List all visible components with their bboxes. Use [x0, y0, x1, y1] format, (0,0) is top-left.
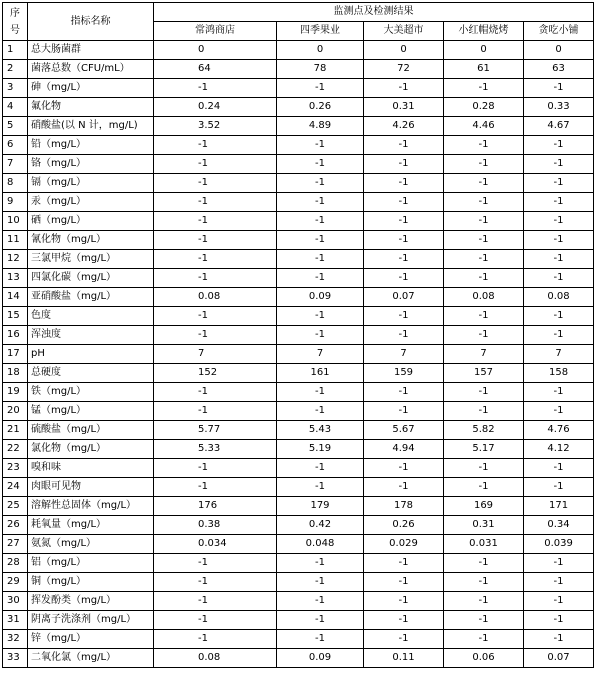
result-cell: 152 [154, 364, 277, 383]
result-cell: -1 [277, 573, 364, 592]
result-cell: 158 [524, 364, 594, 383]
result-cell: -1 [444, 155, 524, 174]
result-cell: 178 [364, 497, 444, 516]
result-cell: -1 [277, 79, 364, 98]
result-cell: -1 [364, 592, 444, 611]
row-number: 26 [3, 516, 28, 535]
header-site: 贪吃小铺 [524, 22, 594, 41]
header-site: 大美超市 [364, 22, 444, 41]
result-cell: -1 [364, 269, 444, 288]
results-table-container [2, 2, 594, 668]
result-cell: -1 [154, 554, 277, 573]
water-quality-results-table [2, 2, 594, 668]
result-cell: 5.33 [154, 440, 277, 459]
result-cell: 5.19 [277, 440, 364, 459]
result-cell: -1 [444, 231, 524, 250]
result-cell: -1 [277, 383, 364, 402]
row-number: 7 [3, 155, 28, 174]
result-cell: -1 [277, 402, 364, 421]
row-number: 25 [3, 497, 28, 516]
row-number: 17 [3, 345, 28, 364]
result-cell: 157 [444, 364, 524, 383]
result-cell: 63 [524, 60, 594, 79]
table-row [3, 478, 594, 497]
table-row [3, 193, 594, 212]
result-cell: 176 [154, 497, 277, 516]
result-cell: 0.07 [364, 288, 444, 307]
table-row [3, 345, 594, 364]
result-cell: -1 [444, 174, 524, 193]
result-cell: 0.08 [524, 288, 594, 307]
indicator-name: 氯化物（mg/L） [28, 440, 154, 459]
result-cell: -1 [524, 212, 594, 231]
indicator-name: 三氯甲烷（mg/L） [28, 250, 154, 269]
result-cell: 0.26 [277, 98, 364, 117]
result-cell: -1 [277, 478, 364, 497]
table-row [3, 307, 594, 326]
result-cell: 0 [154, 41, 277, 60]
result-cell: -1 [364, 630, 444, 649]
row-number: 9 [3, 193, 28, 212]
result-cell: -1 [364, 250, 444, 269]
result-cell: 7 [444, 345, 524, 364]
result-cell: 7 [364, 345, 444, 364]
result-cell: -1 [364, 611, 444, 630]
header-seq-top: 序 [10, 7, 20, 19]
result-cell: 4.94 [364, 440, 444, 459]
result-cell: 0.08 [154, 288, 277, 307]
table-row [3, 212, 594, 231]
indicator-name: 浑浊度 [28, 326, 154, 345]
result-cell: 0.09 [277, 649, 364, 668]
table-body [3, 41, 594, 668]
result-cell: -1 [277, 136, 364, 155]
result-cell: -1 [444, 383, 524, 402]
indicator-name: 耗氧量（mg/L） [28, 516, 154, 535]
result-cell: -1 [524, 611, 594, 630]
result-cell: 5.67 [364, 421, 444, 440]
indicator-name: 锰（mg/L） [28, 402, 154, 421]
result-cell: -1 [524, 573, 594, 592]
table-row [3, 326, 594, 345]
result-cell: 72 [364, 60, 444, 79]
table-row [3, 649, 594, 668]
row-number: 20 [3, 402, 28, 421]
row-number: 1 [3, 41, 28, 60]
result-cell: -1 [524, 554, 594, 573]
result-cell: -1 [154, 459, 277, 478]
result-cell: -1 [364, 326, 444, 345]
result-cell: -1 [154, 212, 277, 231]
row-number: 30 [3, 592, 28, 611]
result-cell: -1 [364, 554, 444, 573]
result-cell: -1 [364, 383, 444, 402]
result-cell: -1 [364, 193, 444, 212]
result-cell: 0 [444, 41, 524, 60]
result-cell: -1 [444, 136, 524, 155]
indicator-name: 铅（mg/L） [28, 136, 154, 155]
indicator-name: 锌（mg/L） [28, 630, 154, 649]
result-cell: -1 [154, 611, 277, 630]
result-cell: -1 [277, 193, 364, 212]
result-cell: -1 [277, 212, 364, 231]
indicator-name: 阴离子洗涤剂（mg/L） [28, 611, 154, 630]
table-row [3, 231, 594, 250]
result-cell: 0.06 [444, 649, 524, 668]
header-group: 监测点及检测结果 [154, 3, 594, 22]
table-row [3, 60, 594, 79]
result-cell: 7 [524, 345, 594, 364]
result-cell: -1 [524, 155, 594, 174]
header-seq-bottom: 号 [10, 24, 20, 36]
result-cell: -1 [444, 326, 524, 345]
row-number: 8 [3, 174, 28, 193]
indicator-name: 菌落总数（CFU/mL） [28, 60, 154, 79]
result-cell: -1 [154, 307, 277, 326]
indicator-name: 总硬度 [28, 364, 154, 383]
result-cell: 0.034 [154, 535, 277, 554]
result-cell: -1 [154, 79, 277, 98]
result-cell: -1 [524, 193, 594, 212]
result-cell: -1 [444, 611, 524, 630]
row-number: 19 [3, 383, 28, 402]
table-row [3, 554, 594, 573]
table-row [3, 573, 594, 592]
result-cell: 0.26 [364, 516, 444, 535]
result-cell: 4.46 [444, 117, 524, 136]
row-number: 5 [3, 117, 28, 136]
result-cell: 0.42 [277, 516, 364, 535]
table-row [3, 516, 594, 535]
result-cell: -1 [444, 459, 524, 478]
indicator-name: 溶解性总固体（mg/L） [28, 497, 154, 516]
table-row [3, 79, 594, 98]
result-cell: -1 [277, 554, 364, 573]
result-cell: -1 [524, 307, 594, 326]
table-row [3, 136, 594, 155]
result-cell: -1 [364, 155, 444, 174]
row-number: 12 [3, 250, 28, 269]
result-cell: 4.76 [524, 421, 594, 440]
indicator-name: 肉眼可见物 [28, 478, 154, 497]
result-cell: -1 [364, 459, 444, 478]
result-cell: -1 [524, 402, 594, 421]
row-number: 22 [3, 440, 28, 459]
result-cell: -1 [154, 383, 277, 402]
result-cell: 5.82 [444, 421, 524, 440]
result-cell: 0.31 [364, 98, 444, 117]
result-cell: 0 [277, 41, 364, 60]
result-cell: 161 [277, 364, 364, 383]
table-row [3, 535, 594, 554]
indicator-name: 铬（mg/L） [28, 155, 154, 174]
result-cell: 0 [364, 41, 444, 60]
table-row [3, 383, 594, 402]
indicator-name: 氟化物 [28, 98, 154, 117]
row-number: 32 [3, 630, 28, 649]
result-cell: 0.34 [524, 516, 594, 535]
result-cell: -1 [364, 307, 444, 326]
row-number: 23 [3, 459, 28, 478]
row-number: 24 [3, 478, 28, 497]
result-cell: -1 [444, 269, 524, 288]
result-cell: -1 [154, 136, 277, 155]
result-cell: -1 [524, 592, 594, 611]
result-cell: -1 [154, 478, 277, 497]
indicator-name: 硝酸盐(以 N 计，mg/L) [28, 117, 154, 136]
result-cell: -1 [154, 250, 277, 269]
row-number: 33 [3, 649, 28, 668]
row-number: 21 [3, 421, 28, 440]
result-cell: -1 [444, 250, 524, 269]
result-cell: -1 [277, 611, 364, 630]
table-header [3, 3, 594, 41]
row-number: 27 [3, 535, 28, 554]
result-cell: 4.89 [277, 117, 364, 136]
table-row [3, 288, 594, 307]
result-cell: 169 [444, 497, 524, 516]
result-cell: 0.31 [444, 516, 524, 535]
result-cell: 0.38 [154, 516, 277, 535]
result-cell: -1 [154, 630, 277, 649]
result-cell: -1 [444, 193, 524, 212]
indicator-name: 二氧化氯（mg/L） [28, 649, 154, 668]
result-cell: 0.09 [277, 288, 364, 307]
result-cell: 0.28 [444, 98, 524, 117]
row-number: 11 [3, 231, 28, 250]
result-cell: 0.33 [524, 98, 594, 117]
indicator-name: 总大肠菌群 [28, 41, 154, 60]
table-row [3, 592, 594, 611]
table-row [3, 497, 594, 516]
result-cell: 171 [524, 497, 594, 516]
result-cell: 0.029 [364, 535, 444, 554]
result-cell: -1 [524, 459, 594, 478]
result-cell: -1 [524, 478, 594, 497]
table-row [3, 611, 594, 630]
result-cell: -1 [364, 478, 444, 497]
indicator-name: 铁（mg/L） [28, 383, 154, 402]
row-number: 3 [3, 79, 28, 98]
result-cell: 78 [277, 60, 364, 79]
indicator-name: 氨氮（mg/L） [28, 535, 154, 554]
result-cell: 61 [444, 60, 524, 79]
result-cell: 0.08 [444, 288, 524, 307]
row-number: 14 [3, 288, 28, 307]
result-cell: -1 [154, 231, 277, 250]
result-cell: -1 [154, 269, 277, 288]
result-cell: 0.048 [277, 535, 364, 554]
indicator-name: 镉（mg/L） [28, 174, 154, 193]
result-cell: -1 [444, 478, 524, 497]
result-cell: 4.67 [524, 117, 594, 136]
result-cell: -1 [444, 554, 524, 573]
result-cell: 5.77 [154, 421, 277, 440]
row-number: 6 [3, 136, 28, 155]
result-cell: -1 [364, 402, 444, 421]
row-number: 13 [3, 269, 28, 288]
indicator-name: 硒（mg/L） [28, 212, 154, 231]
indicator-name: 亚硝酸盐（mg/L） [28, 288, 154, 307]
result-cell: -1 [524, 79, 594, 98]
row-number: 4 [3, 98, 28, 117]
result-cell: 4.26 [364, 117, 444, 136]
row-number: 15 [3, 307, 28, 326]
table-row [3, 117, 594, 136]
header-site: 四季果业 [277, 22, 364, 41]
result-cell: 0.039 [524, 535, 594, 554]
table-row [3, 402, 594, 421]
indicator-name: pH [28, 345, 154, 364]
indicator-name: 砷（mg/L） [28, 79, 154, 98]
result-cell: -1 [444, 630, 524, 649]
indicator-name: 铜（mg/L） [28, 573, 154, 592]
table-row [3, 98, 594, 117]
indicator-name: 色度 [28, 307, 154, 326]
result-cell: 0.24 [154, 98, 277, 117]
row-number: 16 [3, 326, 28, 345]
row-number: 2 [3, 60, 28, 79]
result-cell: -1 [524, 231, 594, 250]
indicator-name: 氰化物（mg/L） [28, 231, 154, 250]
indicator-name: 嗅和味 [28, 459, 154, 478]
result-cell: 179 [277, 497, 364, 516]
header-indicator: 指标名称 [28, 3, 154, 41]
result-cell: -1 [154, 402, 277, 421]
result-cell: 7 [154, 345, 277, 364]
result-cell: 0.08 [154, 649, 277, 668]
result-cell: -1 [364, 212, 444, 231]
result-cell: -1 [444, 592, 524, 611]
result-cell: -1 [524, 269, 594, 288]
result-cell: -1 [524, 630, 594, 649]
result-cell: -1 [154, 155, 277, 174]
table-row [3, 459, 594, 478]
table-row [3, 250, 594, 269]
result-cell: -1 [277, 326, 364, 345]
table-row [3, 421, 594, 440]
result-cell: 5.43 [277, 421, 364, 440]
result-cell: 0.07 [524, 649, 594, 668]
header-site: 小红帽烧烤 [444, 22, 524, 41]
result-cell: -1 [364, 136, 444, 155]
result-cell: -1 [524, 326, 594, 345]
result-cell: -1 [524, 174, 594, 193]
result-cell: 5.17 [444, 440, 524, 459]
table-row [3, 41, 594, 60]
result-cell: -1 [444, 307, 524, 326]
result-cell: 64 [154, 60, 277, 79]
result-cell: -1 [364, 231, 444, 250]
result-cell: -1 [277, 269, 364, 288]
result-cell: -1 [277, 231, 364, 250]
result-cell: -1 [444, 402, 524, 421]
result-cell: -1 [364, 174, 444, 193]
result-cell: -1 [277, 155, 364, 174]
indicator-name: 四氯化碳（mg/L） [28, 269, 154, 288]
table-row [3, 440, 594, 459]
table-row [3, 174, 594, 193]
indicator-name: 硫酸盐（mg/L） [28, 421, 154, 440]
table-row [3, 364, 594, 383]
indicator-name: 汞（mg/L） [28, 193, 154, 212]
result-cell: -1 [444, 573, 524, 592]
header-seq [3, 3, 28, 41]
result-cell: -1 [364, 573, 444, 592]
row-number: 31 [3, 611, 28, 630]
result-cell: -1 [277, 459, 364, 478]
result-cell: 0.11 [364, 649, 444, 668]
row-number: 28 [3, 554, 28, 573]
result-cell: -1 [154, 573, 277, 592]
row-number: 18 [3, 364, 28, 383]
table-row [3, 155, 594, 174]
header-site: 常鸿商店 [154, 22, 277, 41]
result-cell: -1 [444, 212, 524, 231]
result-cell: -1 [154, 592, 277, 611]
result-cell: 159 [364, 364, 444, 383]
table-row [3, 630, 594, 649]
result-cell: -1 [277, 592, 364, 611]
indicator-name: 挥发酚类（mg/L） [28, 592, 154, 611]
result-cell: -1 [524, 136, 594, 155]
result-cell: -1 [277, 630, 364, 649]
result-cell: 7 [277, 345, 364, 364]
indicator-name: 铝（mg/L） [28, 554, 154, 573]
result-cell: -1 [154, 193, 277, 212]
row-number: 10 [3, 212, 28, 231]
row-number: 29 [3, 573, 28, 592]
result-cell: 0.031 [444, 535, 524, 554]
result-cell: -1 [444, 79, 524, 98]
result-cell: -1 [364, 79, 444, 98]
result-cell: -1 [277, 250, 364, 269]
result-cell: -1 [154, 326, 277, 345]
result-cell: 3.52 [154, 117, 277, 136]
result-cell: -1 [524, 250, 594, 269]
table-row [3, 269, 594, 288]
result-cell: -1 [154, 174, 277, 193]
result-cell: 4.12 [524, 440, 594, 459]
result-cell: -1 [277, 174, 364, 193]
result-cell: -1 [277, 307, 364, 326]
result-cell: -1 [524, 383, 594, 402]
result-cell: 0 [524, 41, 594, 60]
